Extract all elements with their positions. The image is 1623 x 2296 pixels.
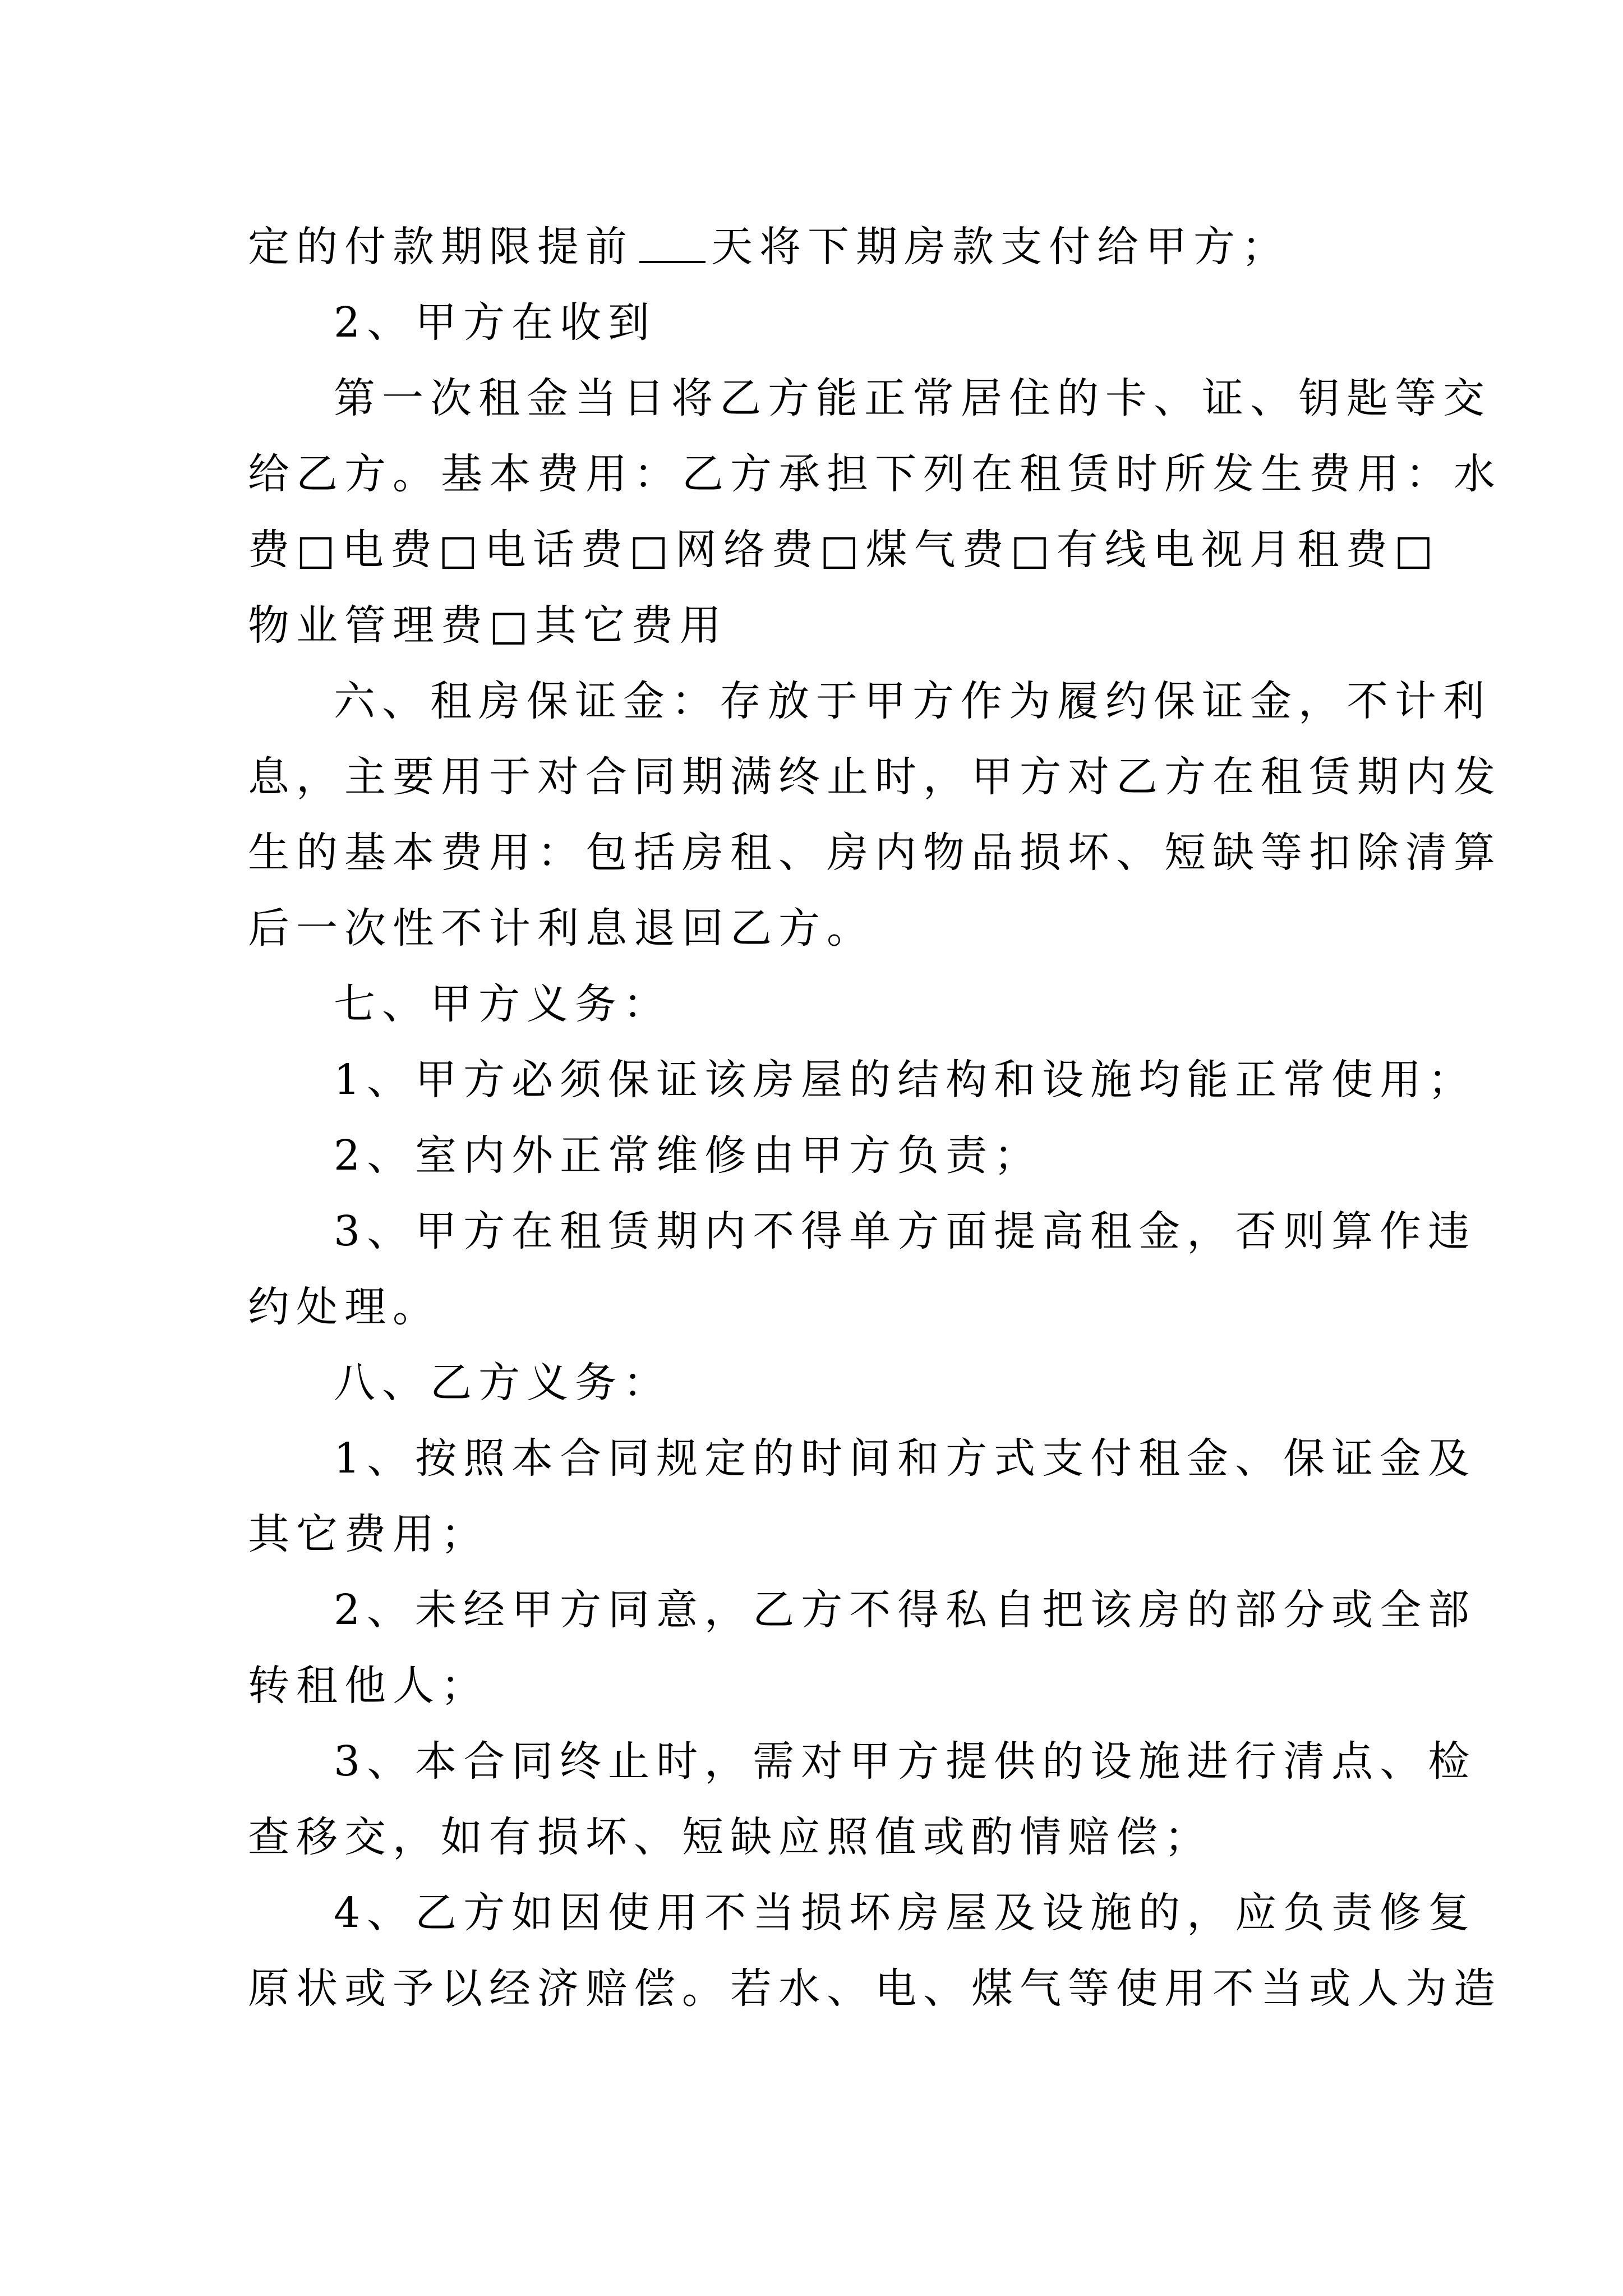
text-fragment: 定的付款期限提前 bbox=[248, 223, 634, 271]
text-line-13: 2、室内外正常维修由甲方负责； bbox=[334, 1131, 1043, 1180]
text-line-22: 查移交，如有损坏、短缺应照值或酌情赔偿； bbox=[248, 1813, 1212, 1861]
text-line-9: 生的基本费用：包括房租、房内物品损坏、短缺等扣除清算 bbox=[248, 829, 1502, 877]
text-line-3: 第一次租金当日将乙方能正常居住的卡、证、钥匙等交 bbox=[334, 374, 1491, 422]
text-line-18: 其它费用； bbox=[248, 1510, 489, 1558]
text-line-8: 息，主要用于对合同期满终止时，甲方对乙方在租赁期内发 bbox=[248, 753, 1502, 801]
text-line-21: 3、本合同终止时，需对甲方提供的设施进行清点、检 bbox=[334, 1737, 1477, 1786]
text-line-23: 4、乙方如因使用不当损坏房屋及设施的，应负责修复 bbox=[334, 1889, 1477, 1937]
text-line-12: 1、甲方必须保证该房屋的结构和设施均能正常使用； bbox=[334, 1056, 1477, 1104]
text-line-16: 八、乙方义务： bbox=[334, 1359, 671, 1407]
text-line-11: 七、甲方义务： bbox=[334, 980, 671, 1028]
text-line-5: 费□电费□电话费□网络费□煤气费□有线电视月租费□ bbox=[248, 526, 1440, 574]
text-line-15: 约处理。 bbox=[248, 1283, 441, 1331]
text-line-6: 物业管理费□其它费用 bbox=[248, 601, 728, 650]
text-line-20: 转租他人； bbox=[248, 1662, 489, 1710]
fill-in-blank bbox=[639, 261, 706, 263]
text-line-17: 1、按照本合同规定的时间和方式支付租金、保证金及 bbox=[334, 1434, 1477, 1483]
text-line-7: 六、租房保证金：存放于甲方作为履约保证金，不计利 bbox=[334, 677, 1491, 725]
text-line-10: 后一次性不计利息退回乙方。 bbox=[248, 904, 875, 953]
text-line-19: 2、未经甲方同意，乙方不得私自把该房的部分或全部 bbox=[334, 1586, 1477, 1634]
text-line-24: 原状或予以经济赔偿。若水、电、煤气等使用不当或人为造 bbox=[248, 1964, 1502, 2013]
text-fragment: 天将下期房款支付给甲方； bbox=[711, 223, 1290, 271]
text-line-14: 3、甲方在租赁期内不得单方面提高租金，否则算作违 bbox=[334, 1207, 1477, 1255]
text-line-2: 2、甲方在收到 bbox=[334, 298, 657, 347]
text-line-1 bbox=[248, 219, 1375, 275]
text-line-4: 给乙方。基本费用：乙方承担下列在租赁时所发生费用：水 bbox=[248, 450, 1502, 498]
